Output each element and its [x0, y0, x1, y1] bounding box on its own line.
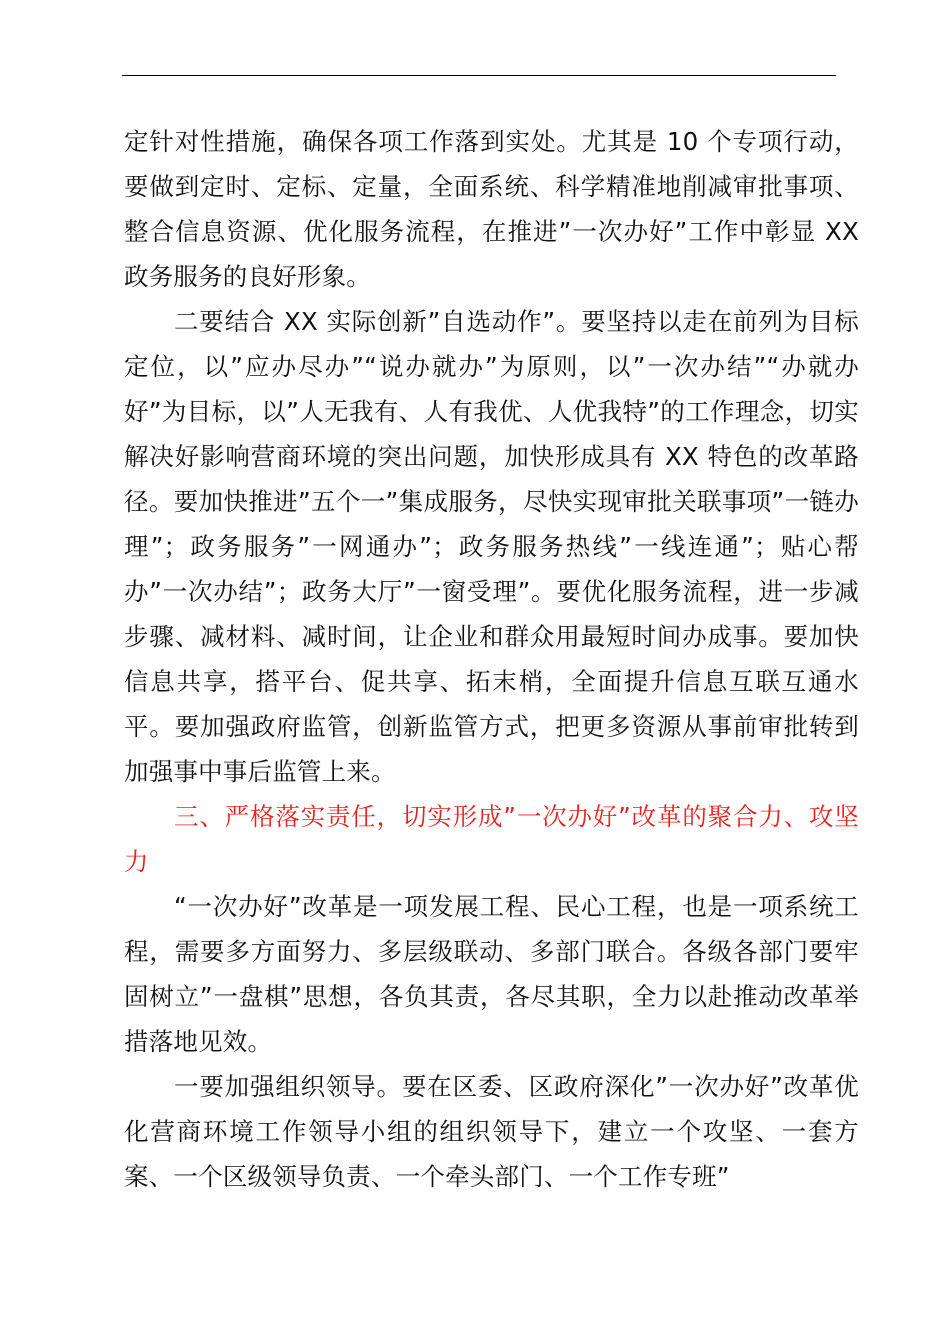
header-rule	[122, 75, 836, 76]
paragraph-organization: 一要加强组织领导。要在区委、区政府深化”一次办好”改革优化营商环境工作领导小组的组织领导下，建立一个攻坚、一套方案、一个区级领导负责、一个牵头部门、一个工作专班”	[124, 1072, 859, 1191]
document-body	[124, 119, 859, 1199]
paragraph-continuation: 定针对性措施，确保各项工作落到实处。尤其是 10 个专项行动，要做到定时、定标、定量，全面系统、科学精准地削减审批事项、整合信息资源、优化服务流程，在推进”一次办好”工作中彰显 XX 政务服务的良好形象。	[124, 127, 859, 291]
paragraph-innovation: 二要结合 XX 实际创新”自选动作”。要坚持以走在前列为目标定位，以”应办尽办”“说办就办”为原则，以”一次办结”“办就办好”为目标，以”人无我有、人有我优、人优我特”的工作理念，切实解决好影响营商环境的突出问题，加快形成具有 XX 特色的改革路径。要加快推进”五个一”集成服务，尽快实现审批关联事项”一链办理”；政务服务”一网通办”；政务服务热线”一线连通”；贴心帮办”一次办结”；政务大厅”一窗受理”。要优化服务流程，进一步减步骤、减材料、减时间，让企业和群众用最短时间办成事。要加快信息共享，搭平台、促共享、拓末梢，全面提升信息互联互通水平。要加强政府监管，创新监管方式，把更多资源从事前审批转到加强事中事后监管上来。	[124, 307, 859, 786]
paragraph-system-project: “一次办好”改革是一项发展工程、民心工程，也是一项系统工程，需要多方面努力、多层级联动、多部门联合。各级各部门要牢固树立”一盘棋”思想，各负其责，各尽其职，全力以赴推动改革举措落地见效。	[124, 892, 859, 1056]
section-heading: 三、严格落实责任，切实形成”一次办好”改革的聚合力、攻坚力	[124, 802, 859, 876]
